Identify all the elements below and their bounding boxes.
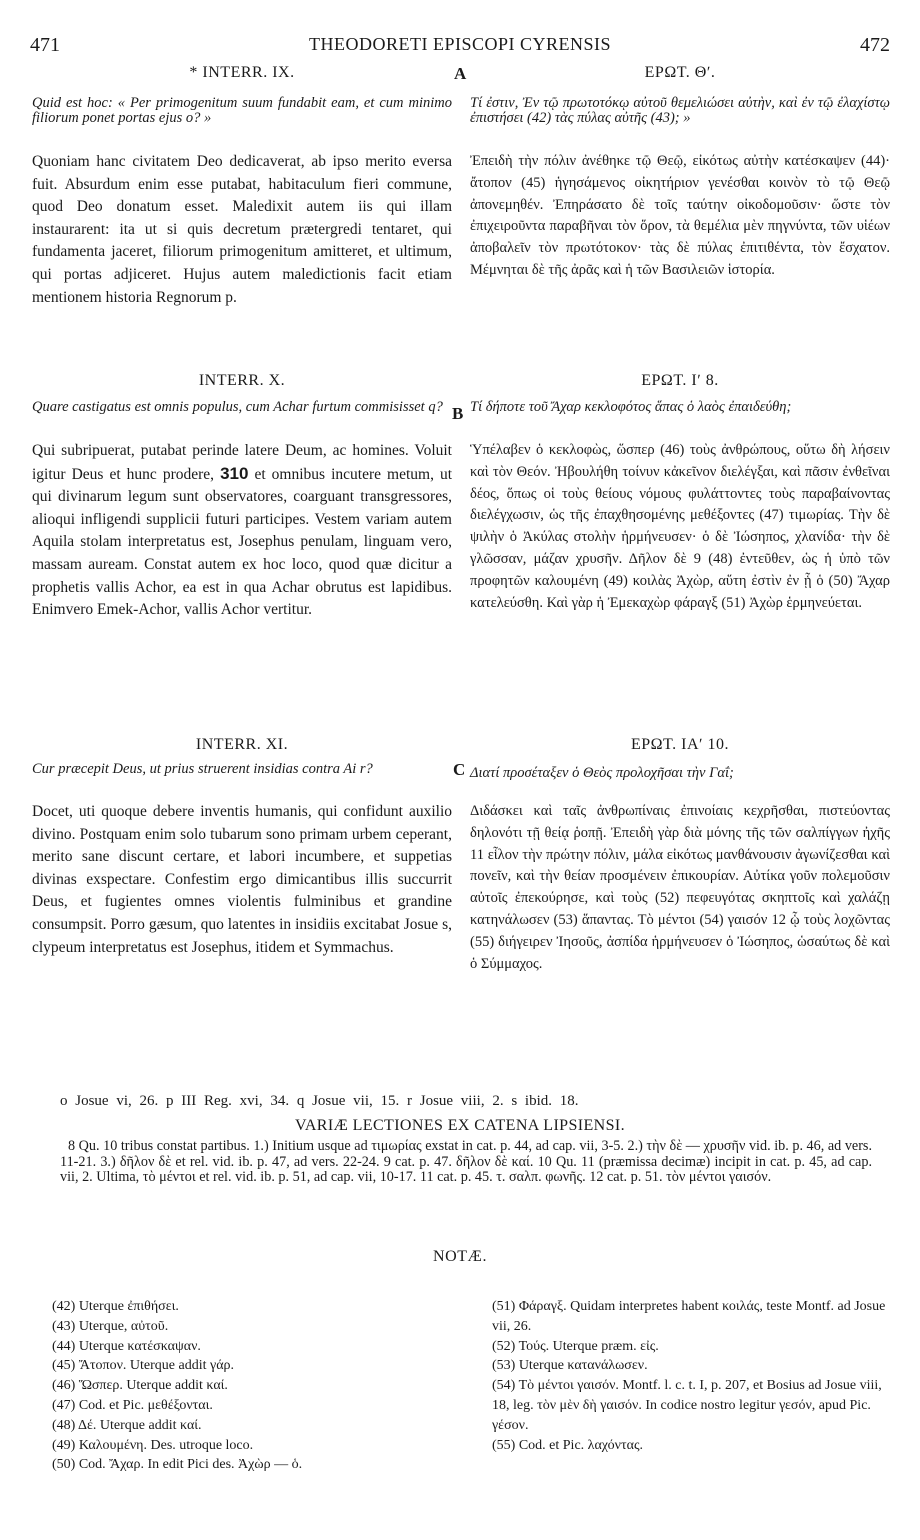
note-item: (53) Uterque κατανάλωσεν. — [492, 1358, 648, 1374]
page-number-right: 472 — [860, 34, 890, 56]
greek-erot-11-question: Διατί προσέταξεν ὁ Θεὸς προλοχῆσαι τὴν Γαΐ; — [470, 765, 734, 781]
greek-erot-9-body: Ἐπειδὴ τὴν πόλιν ἀνέθηκε τῷ Θεῷ, εἰκότως αὐτὴν κατέσκαψεν (44)· ἄτοπον (45) ἡγησάμενος οἰκητήριον γενέσθαι κοινὸν τὸ τῷ Θεῷ ἀπονεμηθέν. Ἐπηράσατο δὲ τοῖς ταύτην οἰκοδομοῦσιν· ὥστε τὸν ἐπιχειροῦντα παραβῆναι τὸν ὅρον, τὰ θεμέλια μὲν πηγνύντα, τῶν υἱέων ἀποβαλεῖν τὸν πρωτότοκον· τὰς δὲ πύλας ἐπιτιθέντα, τὸν ἔσχατον. Μέμνηται δὲ τῆς ἀρᾶς καὶ ἡ τῶν Βασιλειῶν ἱστορία. — [470, 153, 890, 278]
latin-interr-10-body — [32, 440, 452, 622]
note-item: (51) Φάραγξ. Quidam interpretes habent κοιλάς, teste Montf. ad Josue vii, 26. — [492, 1299, 886, 1334]
note-item: (49) Καλουμένη. Des. utroque loco. — [52, 1437, 254, 1453]
greek-erot-10-body: Ὑπέλαβεν ὁ κεκλοφὼς, ὥσπερ (46) τοὺς ἀνθρώπους, οὕτω δὴ λήσειν καὶ τὸν Θεόν. Ἠβουλήθη τοίνυν κἀκεῖνον διελέγξαι, καὶ πᾶσιν ἐνθεῖναι δέος, ὅπως οἱ τοὺς θείους νόμους φυλάττοντες τοὺς παραβαίνοντας διελέγχωσιν, ὡς τῆς ἐπαχθησομένης μεθέξοντες (47) τιμωρίας. Τὴν δὲ ψιλὴν ὁ Ἀκύλας στολὴν ἡρμήνευσεν· ὁ δὲ Ἰώσηπος, χλανίδα· τὴν δὲ γλῶσσαν, μάζαν χρυσῆν. Δῆλον δὲ 9 (48) ἐντεῦθεν, ὡς ἡ ὑπὸ τῶν προφητῶν καλουμένη (49) κοιλὰς Ἀχὼρ, αὕτη ἐστὶν ἐν ᾗ ὁ (50) Ἄχαρ κατελεύσθη. Καὶ γὰρ ἡ Ἐμεκαχὼρ φάραγξ (51) Ἀχὼρ ἑρμηνεύεται. — [470, 442, 890, 611]
greek-erot-10-heading: ΕΡΩΤ. Ιʹ 8. — [641, 372, 719, 389]
note-item: (50) Cod. Ἄχαρ. In edit Pici des. Ἀχὼρ — ὁ. — [52, 1457, 303, 1473]
latin-interr-10-question: Quare castigatus est omnis populus, cum Achar furtum commisisset q? — [32, 399, 443, 415]
notes-left-column — [52, 1297, 422, 1475]
column-number-310: 310 — [220, 463, 249, 483]
note-item: (45) Ἄτοπον. Uterque addit γάρ. — [52, 1358, 235, 1374]
note-item: (52) Τούς. Uterque præm. εἰς. — [492, 1338, 659, 1354]
note-item: (42) Uterque ἐπιθήσει. — [52, 1299, 179, 1314]
note-item: (55) Cod. et Pic. λαχόντας. — [492, 1437, 644, 1453]
note-item: (43) Uterque, αὐτοῦ. — [52, 1318, 169, 1334]
latin-interr-10-body-b: et omnibus incutere metum, ut qui divinarum legum sunt observatores, coarguant transgressores, alioqui infligendi supplicii futuri participes. Vestem variam autem Aquila stolam interpretatus est, Josephus penulam, linguam vero, massam auream. Constat autem ex hoc loco, quod quæ dicitur a prophetis vallis Achor, ea est in qua Achar obrutus est lapidibus. Enimvero Emek-Achor, vallis Achor vertitur. — [32, 465, 453, 619]
greek-erot-11-body: Διδάσκει καὶ ταῖς ἀνθρωπίναις ἐπινοίαις κεχρῆσθαι, πιστεύοντας δηλονότι τῇ θείᾳ ῥοπῇ. Ἐπειδὴ γὰρ διὰ μόνης τῆς τῶν σαλπίγγων ἠχῆς 11 εἷλον τὴν πρώτην πόλιν, μάλα εἰκότως μανθάνουσιν ἀγωνίζεσθαι καὶ πονεῖν, καὶ τὴν θείαν προσμένειν ἐπικουρίαν. Αὐτίκα γοῦν πολεμοῦσιν αὐτοῖς ἐπεκούρησε, καὶ τοὺς (52) πεφευγότας σκηπτοῖς καὶ χαλάζῃ κατηνάλωσεν (53) ἅπαντας. Τὸ μέντοι (54) γαισόν 12 ᾧ τοὺς λοχῶντας (55) διήγειρεν Ἰησοῦς, ἀσπίδα ἡρμήνευσεν ὁ Ἰώσηπος, ὡσαύτως δὲ καὶ ὁ Σύμμαχος. — [470, 803, 890, 972]
note-item: (54) Τὸ μέντοι γαισόν. Montf. l. c. t. I, p. 207, et Bosius ad Josue viii, 18, leg. τὸν μὲν δὴ γαισόν. In codice nostro legitur γεσόν, apud Pic. γέσον. — [492, 1378, 882, 1433]
variae-lectiones-text: 8 Qu. 10 tribus constat partibus. 1.) Initium usque ad τιμωρίας exstat in cat. p. 44, ad cap. vii, 3-5. 2.) τὴν δὲ — χρυσῆν vid. ib. p. 46, ad vers. 11-21. 3.) δῆλον δὲ et rel. vid. ib. p. 47, ad vers. 22-24. 9 cat. p. 47. δῆλον δὲ καί. 10 Qu. 11 (præmissa decimæ) incipit in cat. p. 45, ad cap. vii, 2. Ultima, τὸ μέντοι et rel. vid. ib. p. 51, ad cap. vii, 10-17. 11 cat. p. 45. τ. σαλπ. φωνῆς. 12 cat. p. 51. τὸν μέντοι γαισόν. — [60, 1138, 872, 1186]
note-item: (47) Cod. et Pic. μεθέξονται. — [52, 1397, 213, 1413]
notes-right-column — [492, 1297, 892, 1455]
page-number-left: 471 — [30, 34, 60, 56]
greek-erot-10-question: Τί δήποτε τοῦ Ἄχαρ κεκλοφότος ἅπας ὁ λαὸς ἐπαιδεύθη; — [470, 399, 792, 415]
latin-interr-10-body-a: Qui subripuerat, putabat perinde latere Deum, ac homines. Voluit igitur Deus et hunc prodere, — [32, 442, 452, 483]
scripture-footnotes: o Josue vi, 26. p III Reg. xvi, 34. q Josue vii, 15. r Josue viii, 2. s ibid. 18. — [60, 1093, 579, 1109]
page-header — [30, 34, 890, 64]
margin-marker-b: B — [452, 404, 464, 423]
latin-interr-11-question: Cur præcepit Deus, ut prius struerent insidias contra Ai r? — [32, 761, 373, 777]
latin-interr-11-heading: INTERR. XI. — [195, 736, 289, 753]
margin-marker-c: C — [453, 760, 466, 779]
greek-erot-9-heading: ΕΡΩΤ. Θʹ. — [644, 64, 716, 81]
note-item: (46) Ὥσπερ. Uterque addit καί. — [52, 1378, 228, 1394]
greek-erot-9-question: Τί ἐστιν, Ἐν τῷ πρωτοτόκῳ αὐτοῦ θεμελιώσει αὐτὴν, καὶ ἐν τῷ ἐλαχίστῳ ἐπιστήσει (42) τὰς πύλας αὐτῆς (43); » — [470, 95, 890, 126]
latin-interr-9-body: Quoniam hanc civitatem Deo dedicaverat, ab ipso merito eversa fuit. Absurdum enim esse putabat, habitaculum fieri commune, quod Deo donatum esset. Maledixit autem iis qui illam instaurarent: ita ut si quis decretum prætergredi tentaret, qui fundamenta jaceret, filiorum primogenitum amitteret, et ultimum, qui portas adjiceret. Hujus autem maledictionis facit etiam mentionem historia Regnorum p. — [32, 153, 452, 306]
latin-interr-9-question: Quid est hoc: « Per primogenitum suum fundabit eam, et cum minimo filiorum ponet portas ejus o? » — [32, 95, 452, 126]
latin-interr-10-heading: INTERR. X. — [198, 372, 286, 389]
margin-marker-a: A — [454, 64, 467, 83]
latin-interr-9-heading: * INTERR. IX. — [189, 64, 295, 81]
greek-erot-11-heading: ΕΡΩΤ. ΙΑʹ 10. — [630, 736, 730, 753]
running-title: THEODORETI EPISCOPI CYRENSIS — [308, 34, 612, 54]
notae-title: NOTÆ. — [432, 1248, 488, 1265]
variae-lectiones-title: VARIÆ LECTIONES EX CATENA LIPSIENSI. — [294, 1117, 626, 1134]
note-item: (44) Uterque κατέσκαψαν. — [52, 1338, 201, 1354]
latin-interr-11-body: Docet, uti quoque debere inventis humanis, qui confidunt auxilio divino. Postquam enim solo tubarum sono primam urbem ceperant, merito sane discunt certare, et labori incumbere, et suppetias divinas exspectare. Confestim ergo dimicantibus illis succurrit Deus, et fugientes omnes violentis fulminibus et grandine consumpsit. Porro gæsum, quo latentes in insidiis excitabat Josue s, clypeum interpretatus est Josephus, itidem et Symmachus. — [32, 803, 452, 956]
note-item: (48) Δέ. Uterque addit καί. — [52, 1417, 202, 1433]
